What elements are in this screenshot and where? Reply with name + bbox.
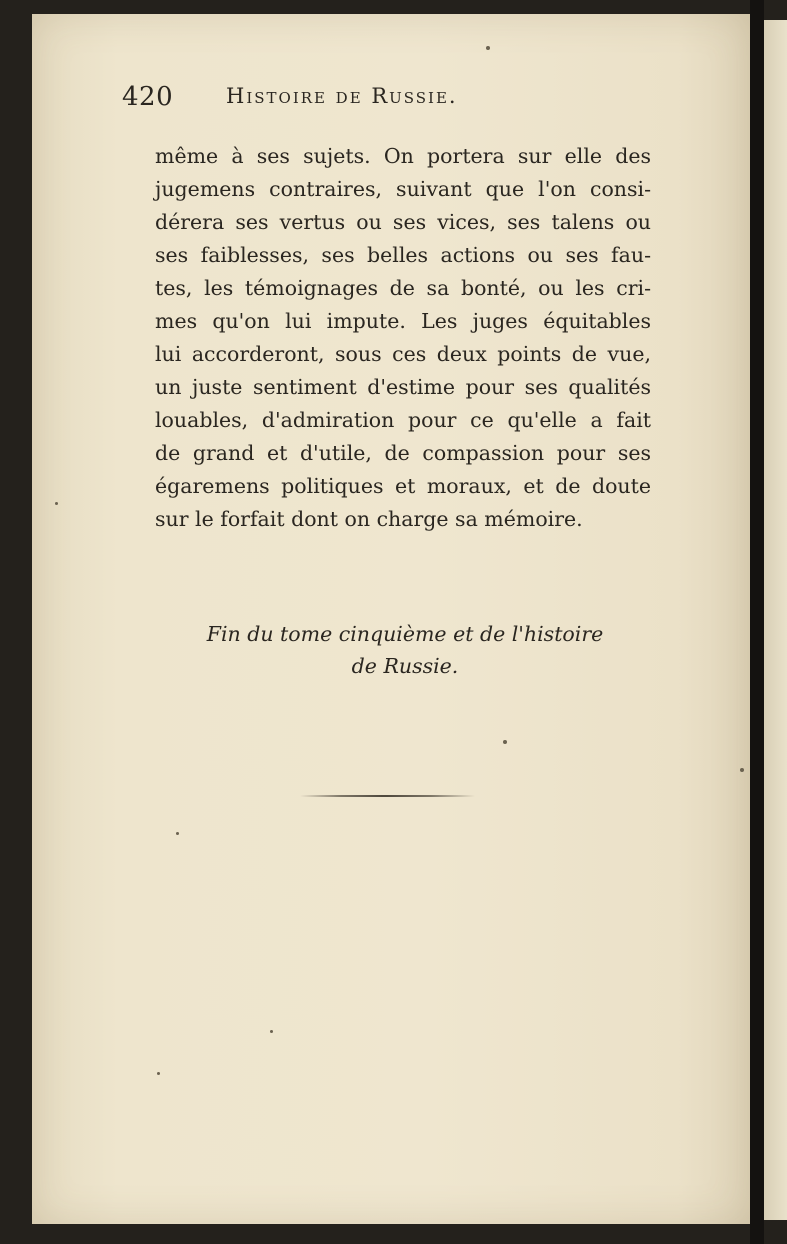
colophon-line: de Russie. bbox=[351, 654, 459, 678]
text-line: sur le forfait dont on charge sa mémoire. bbox=[155, 507, 583, 531]
text-line: de grand et d'utile, de compassion pour ses bbox=[155, 441, 651, 465]
text-line: un juste sentiment d'estime pour ses qualités bbox=[155, 375, 651, 399]
paper-speck bbox=[157, 1072, 160, 1075]
page-number: 420 bbox=[122, 82, 174, 112]
colophon-line: Fin du tome cinquième et de l'histoire bbox=[206, 622, 604, 646]
adjacent-page-edge bbox=[764, 20, 787, 1220]
paper-speck bbox=[486, 46, 490, 50]
paper-speck bbox=[740, 768, 744, 772]
text-line: ses faiblesses, ses belles actions ou ses fau- bbox=[155, 243, 651, 267]
text-line: dérera ses vertus ou ses vices, ses talens ou bbox=[155, 210, 651, 234]
paper-speck bbox=[503, 740, 507, 744]
text-line: lui accorderont, sous ces deux points de vue, bbox=[155, 342, 651, 366]
rule-line-icon bbox=[300, 794, 475, 798]
body-paragraph bbox=[155, 140, 651, 536]
paper-speck bbox=[55, 502, 58, 505]
text-line: louables, d'admiration pour ce qu'elle a fait bbox=[155, 408, 651, 432]
paper-speck bbox=[176, 832, 179, 835]
running-header bbox=[122, 82, 642, 122]
colophon bbox=[160, 618, 650, 682]
text-line: tes, les témoignages de sa bonté, ou les cri- bbox=[155, 276, 651, 300]
text-line: jugemens contraires, suivant que l'on consi- bbox=[155, 177, 651, 201]
text-line: égaremens politiques et moraux, et de doute bbox=[155, 474, 651, 498]
page-gutter bbox=[750, 0, 764, 1244]
running-title: Histoire de Russie. bbox=[226, 84, 458, 108]
end-ornament-rule bbox=[300, 794, 475, 798]
paper-speck bbox=[270, 1030, 273, 1033]
text-line: même à ses sujets. On portera sur elle des bbox=[155, 144, 651, 168]
text-line: mes qu'on lui impute. Les juges équitables bbox=[155, 309, 651, 333]
